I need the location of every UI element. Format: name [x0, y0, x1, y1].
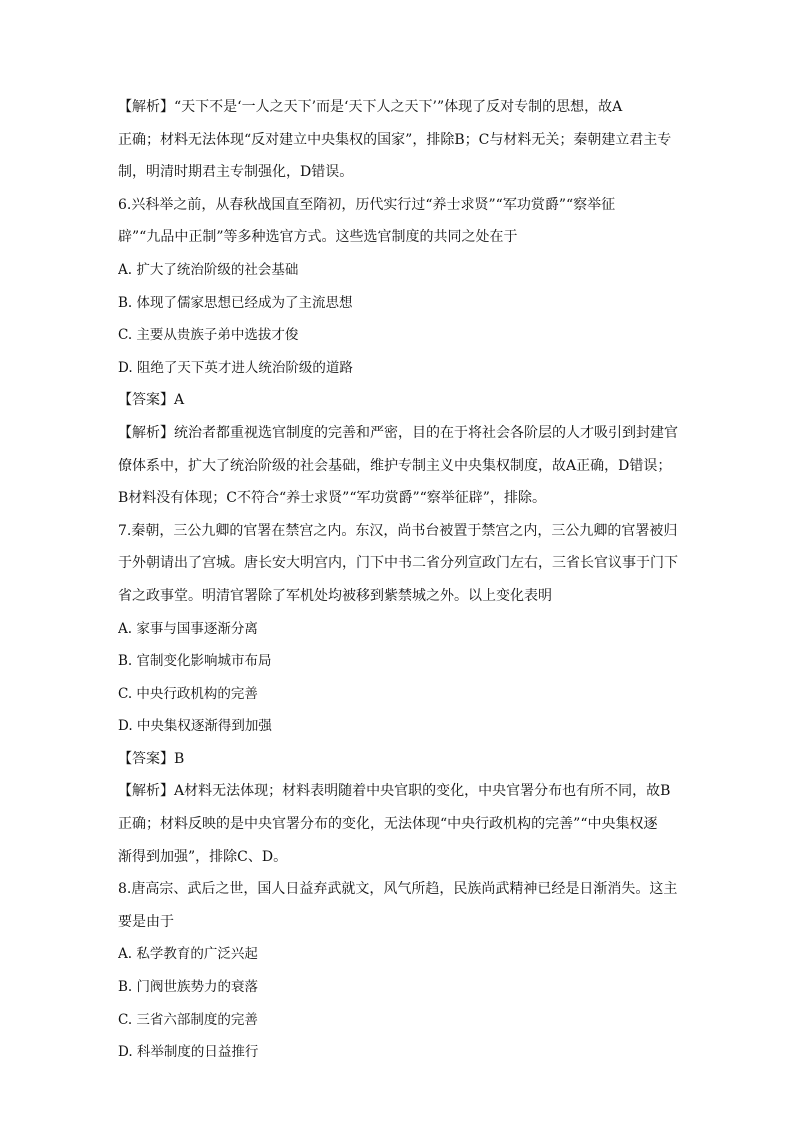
- analysis-line: 僚体系中，扩大了统治阶级的社会基础，维护专制主义中央集权制度，故A正确，D错误；: [118, 457, 672, 474]
- question-stem-line: 于外朝请出了宫城。唐长安大明宫内，门下中书二省分列宣政门左右，三省长官议事于门下: [118, 555, 678, 572]
- question-stem-line: 辟”“九品中正制”等多种选官方式。这些选官制度的共同之处在于: [118, 229, 518, 246]
- option-a: A. 家事与国事逐渐分离: [118, 620, 258, 637]
- question-stem-line: 省之政事堂。明清官署除了军机处均被移到紫禁城之外。以上变化表明: [118, 587, 552, 604]
- question-7: [118, 522, 680, 866]
- analysis-line: 制，明清时期君主专制强化，D错误。: [118, 164, 354, 181]
- option-b: B. 门阀世族势力的衰落: [118, 979, 259, 996]
- answer-line: 【答案】B: [118, 750, 185, 767]
- question-6: [118, 196, 680, 507]
- analysis-line: 【解析】“天下不是‘一人之天下’而是‘天下人之天下’”体现了反对专制的思想，故A: [118, 99, 623, 115]
- option-d: D. 阻绝了天下英才进人统治阶级的道路: [118, 359, 353, 376]
- analysis-line: 正确；材料反映的是中央官署分布的变化，无法体现“中央行政机构的完善”“中央集权逐: [118, 816, 658, 833]
- option-c: C. 主要从贵族子弟中选拔才俊: [118, 327, 299, 344]
- analysis-line: 【解析】统治者都重视选官制度的完善和严密，目的在于将社会各阶层的人才吸引到封建官: [118, 424, 678, 441]
- question-stem-line: 6.兴科举之前，从春秋战国直至隋初，历代实行过“养士求贤”“军功赏爵”“察举征: [118, 196, 616, 213]
- question-8: [118, 880, 680, 1061]
- answer-line: 【答案】A: [118, 392, 185, 409]
- analysis-line: B材料没有体现；C不符合“养士求贤”“军功赏爵”“察举征辟”，排除。: [118, 490, 546, 507]
- question-stem-line: 7.秦朝，三公九卿的官署在禁宫之内。东汉，尚书台被置于禁宫之内，三公九卿的官署被归: [118, 522, 678, 539]
- option-b: B. 官制变化影响城市布局: [118, 653, 272, 670]
- option-a: A. 私学教育的广泛兴起: [118, 946, 258, 963]
- analysis-line: 正确；材料无法体现“反对建立中央集权的国家”，排除B；C与材料无关；秦朝建立君主专: [118, 131, 672, 148]
- analysis-line: 【解析】A材料无法体现；材料表明随着中央官职的变化，中央官署分布也有所不同，故B: [118, 783, 671, 800]
- option-b: B. 体现了儒家思想已经成为了主流思想: [118, 294, 353, 311]
- analysis-line: 渐得到加强”，排除C、D。: [118, 848, 288, 865]
- q5-analysis: [118, 98, 680, 181]
- question-stem-line: 8.唐高宗、武后之世，国人日益弃武就文，风气所趋，民族尚武精神已经是日渐消失。这主: [118, 881, 678, 898]
- option-d: D. 中央集权逐渐得到加强: [118, 718, 272, 735]
- document-page: [118, 98, 680, 1061]
- question-stem-line: 要是由于: [118, 913, 174, 930]
- option-d: D. 科举制度的日益推行: [118, 1044, 259, 1061]
- option-c: C. 中央行政机构的完善: [118, 685, 258, 702]
- option-a: A. 扩大了统治阶级的社会基础: [118, 261, 299, 278]
- option-c: C. 三省六部制度的完善: [118, 1011, 258, 1028]
